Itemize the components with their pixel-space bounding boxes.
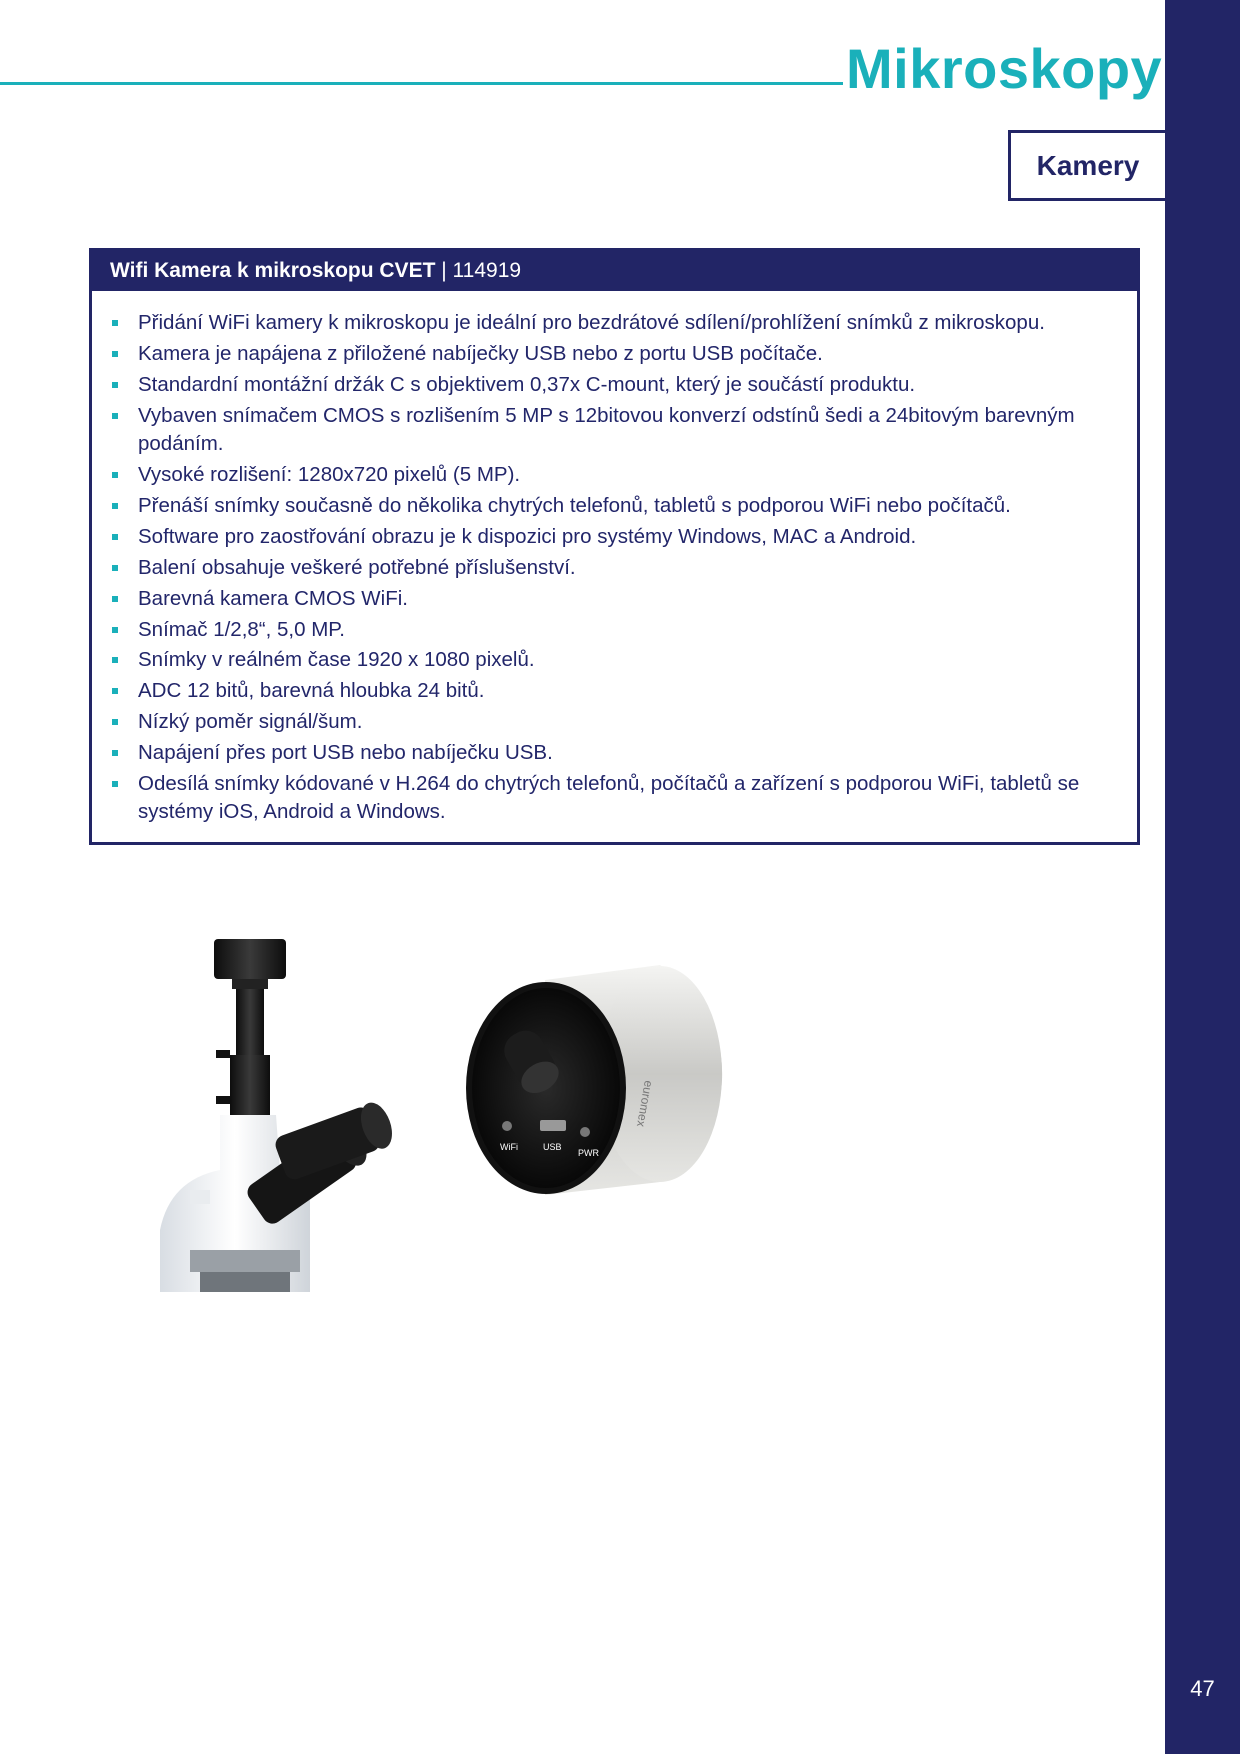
feature-text: Kamera je napájena z přiložené nabíječky USB nebo z portu USB počítače. <box>138 341 823 365</box>
feature-item <box>111 677 1117 706</box>
feature-item <box>111 585 1117 614</box>
camera-photo <box>460 950 740 1210</box>
feature-item <box>111 492 1117 521</box>
bullet-icon <box>112 472 118 478</box>
bullet-icon <box>112 750 118 756</box>
feature-item <box>111 309 1117 338</box>
feature-text: ADC 12 bitů, barevná hloubka 24 bitů. <box>138 679 485 703</box>
feature-text: Software pro zaostřování obrazu je k dispozici pro systémy Windows, MAC a Android. <box>138 524 917 548</box>
feature-text: Vysoké rozlišení: 1280x720 pixelů (5 MP). <box>138 463 521 487</box>
feature-item <box>111 461 1117 490</box>
feature-text: Přidání WiFi kamery k mikroskopu je ideální pro bezdrátové sdílení/prohlížení snímků z mikroskopu. <box>138 311 1045 334</box>
bullet-icon <box>112 657 118 663</box>
feature-list <box>92 291 1137 827</box>
product-code: 114919 <box>452 259 522 282</box>
feature-text: Barevná kamera CMOS WiFi. <box>138 586 408 610</box>
feature-item <box>111 708 1117 737</box>
feature-text: Odesílá snímky kódované v H.264 do chytrých telefonů, počítačů a zařízení s podporou WiFi, tabletů se systémy iOS, Android a Windows. <box>138 771 1080 824</box>
sidebar-band <box>1165 0 1240 1754</box>
wifi-label: WiFi <box>500 1142 518 1152</box>
feature-item <box>111 523 1117 552</box>
feature-text: Snímky v reálném čase 1920 x 1080 pixelů. <box>138 648 535 672</box>
page-number: 47 <box>1190 1676 1215 1701</box>
microscope-photo <box>150 930 410 1292</box>
feature-item <box>111 739 1117 768</box>
section-tab: Kamery <box>1008 130 1165 201</box>
header-rule <box>0 82 843 85</box>
bullet-icon <box>112 719 118 725</box>
brand-label: euromex <box>633 1079 656 1128</box>
feature-item <box>111 616 1117 645</box>
feature-item <box>111 770 1117 827</box>
feature-text: Přenáší snímky současně do několika chytrých telefonů, tabletů s podporou WiFi nebo počítačů. <box>138 493 1011 517</box>
feature-text: Balení obsahuje veškeré potřebné příslušenství. <box>138 555 576 579</box>
product-box <box>89 248 1140 845</box>
bullet-icon <box>112 320 118 326</box>
feature-item <box>111 371 1117 400</box>
bullet-icon <box>112 688 118 694</box>
feature-item <box>111 646 1117 675</box>
bullet-icon <box>112 503 118 509</box>
feature-text: Nízký poměr signál/šum. <box>138 710 363 734</box>
product-name: Wifi Kamera k mikroskopu CVET <box>110 259 436 282</box>
pwr-label: PWR <box>578 1148 599 1158</box>
feature-text: Snímač 1/2,8“, 5,0 MP. <box>138 617 346 641</box>
feature-text: Napájení přes port USB nebo nabíječku USB. <box>138 741 553 765</box>
bullet-icon <box>112 534 118 540</box>
bullet-icon <box>112 351 118 357</box>
bullet-icon <box>112 596 118 602</box>
feature-text: Vybaven snímačem CMOS s rozlišením 5 MP s 12bitovou konverzí odstínů šedi a 24bitovým barevným podáním. <box>138 403 1075 456</box>
product-header <box>92 251 1137 291</box>
bullet-icon <box>112 565 118 571</box>
bullet-icon <box>112 627 118 633</box>
bullet-icon <box>112 781 118 787</box>
product-separator: | <box>435 259 453 282</box>
feature-item <box>111 340 1117 369</box>
usb-label: USB <box>543 1142 562 1152</box>
feature-item <box>111 554 1117 583</box>
bullet-icon <box>112 382 118 388</box>
bullet-icon <box>112 413 118 419</box>
page-title: Mikroskopy <box>846 37 1163 100</box>
feature-text: Standardní montážní držák C s objektivem 0,37x C-mount, který je součástí produktu. <box>138 372 916 396</box>
feature-item <box>111 402 1117 459</box>
